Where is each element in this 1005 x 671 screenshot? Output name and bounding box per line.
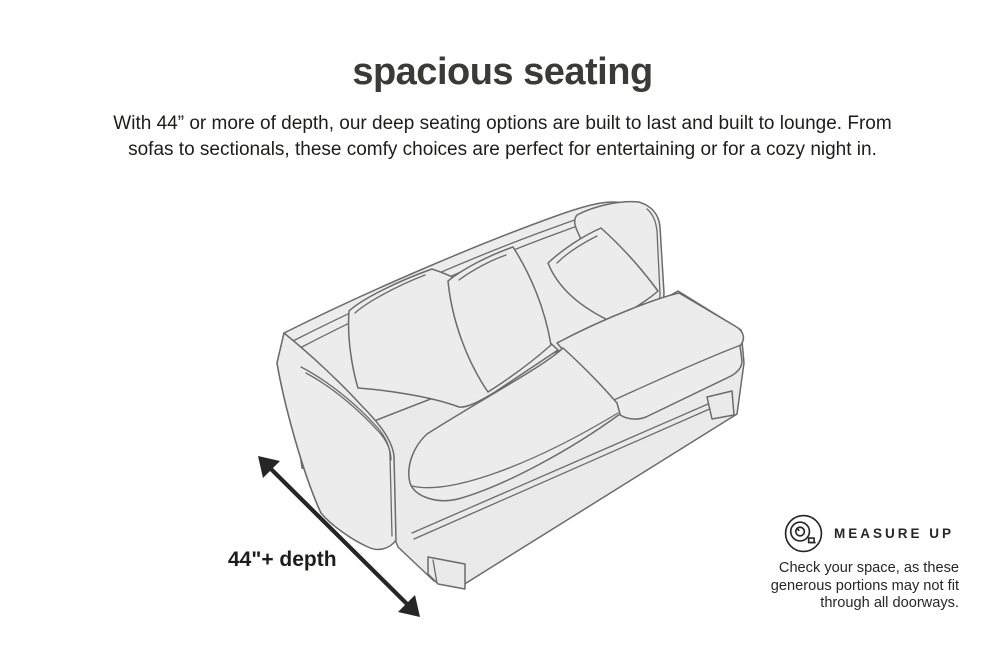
measure-up-heading: MEASURE UP xyxy=(834,526,955,541)
sofa-illustration xyxy=(220,183,775,633)
depth-dimension-label: 44"+ depth xyxy=(228,548,337,571)
description-line: With 44” or more of depth, our deep seating options are built to last and built to lounge. From xyxy=(113,113,892,134)
tape-measure-icon xyxy=(784,514,823,553)
measure-up-note-line: Check your space, as these xyxy=(778,560,959,576)
measure-up-section xyxy=(762,514,959,613)
measure-up-note-line: through all doorways. xyxy=(820,595,959,612)
description-line: sofas to sectionals, these comfy choices are perfect for entertaining or for a cozy night in. xyxy=(128,139,877,160)
measure-up-note xyxy=(762,560,959,613)
page-description xyxy=(0,111,1005,163)
measure-up-header xyxy=(762,514,959,553)
measure-up-note-line: generous portions may not fit xyxy=(770,577,959,594)
page-title: spacious seating xyxy=(352,51,653,93)
